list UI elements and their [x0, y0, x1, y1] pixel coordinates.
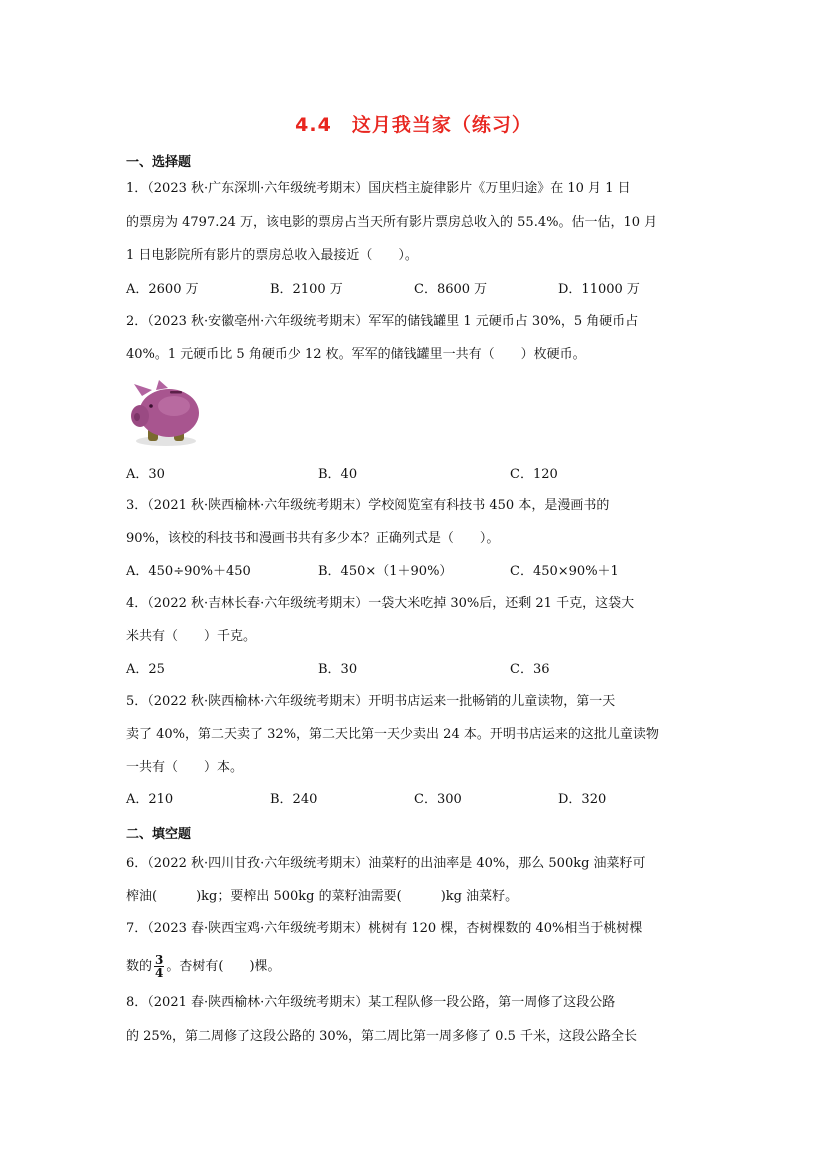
- fraction-denominator: 4: [155, 966, 164, 980]
- question-1-option-d: D．11000 万: [558, 282, 640, 297]
- question-4-option-b: B．30: [318, 662, 358, 677]
- question-5-option-a: A．210: [126, 792, 174, 807]
- question-5-option-c: C．300: [414, 792, 462, 807]
- question-3-option-c: C．450×90%＋1: [510, 564, 619, 579]
- question-2-option-c: C．120: [510, 467, 558, 482]
- question-6-line-2: 榨油( )kg；要榨出 500kg 的菜籽油需要( )kg 油菜籽。: [126, 889, 519, 904]
- question-3-line-1: 3．（2021 秋·陕西榆林·六年级统考期末）学校阅览室有科技书 450 本，是漫画书的: [126, 498, 610, 513]
- fraction: [154, 954, 164, 979]
- question-4-option-a: A．25: [126, 662, 165, 677]
- question-2-option-b: B．40: [318, 467, 358, 482]
- question-8-line-1: 8．（2021 春·陕西榆林·六年级统考期末）某工程队修一段公路，第一周修了这段公路: [126, 995, 616, 1010]
- question-1-option-c: C．8600 万: [414, 282, 488, 297]
- question-2-line-1: 2．（2023 秋·安徽亳州·六年级统考期末）军军的储钱罐里 1 元硬币占 30%，5 角硬币占: [126, 314, 639, 329]
- piggy-bank-image: [126, 378, 204, 448]
- question-6-line-1: 6．（2022 秋·四川甘孜·六年级统考期末）油菜籽的出油率是 40%，那么 500kg 油菜籽可: [126, 856, 646, 871]
- page-title: 4.4 这月我当家（练习）: [295, 114, 532, 136]
- question-7-text-after-fraction: 。杏树有( )棵。: [166, 959, 281, 974]
- question-2-line-2: 40%。1 元硬币比 5 角硬币少 12 枚。军军的储钱罐里一共有（ ）枚硬币。: [126, 347, 586, 362]
- question-5-line-3: 一共有（ ）本。: [126, 760, 244, 775]
- question-1-option-b: B．2100 万: [270, 282, 343, 297]
- question-3-line-2: 90%，该校的科技书和漫画书共有多少本？正确列式是（ ）。: [126, 531, 500, 546]
- question-1-line-3: 1 日电影院所有影片的票房总收入最接近（ ）。: [126, 248, 418, 263]
- question-2-option-a: A．30: [126, 467, 165, 482]
- section-heading-choice: 一、选择题: [126, 155, 192, 170]
- question-5-option-b: B．240: [270, 792, 318, 807]
- question-8-line-2: 的 25%，第二周修了这段公路的 30%，第二周比第一周多修了 0.5 千米，这段公路全长: [126, 1029, 637, 1044]
- question-5-option-d: D．320: [558, 792, 607, 807]
- section-heading-fill-blank: 二、填空题: [126, 827, 192, 842]
- question-4-line-1: 4．（2022 秋·吉林长春·六年级统考期末）一袋大米吃掉 30%后，还剩 21 千克，这袋大: [126, 596, 635, 611]
- question-1-line-2: 的票房为 4797.24 万，该电影的票房占当天所有影片票房总收入的 55.4%。估一估，10 月: [126, 215, 658, 230]
- question-4-option-c: C．36: [510, 662, 550, 677]
- question-5-line-2: 卖了 40%，第二天卖了 32%，第二天比第一天少卖出 24 本。开明书店运来的这批儿童读物: [126, 727, 659, 742]
- question-4-line-2: 米共有（ ）千克。: [126, 629, 257, 644]
- question-3-option-a: A．450÷90%＋450: [126, 564, 251, 579]
- question-1-option-a: A．2600 万: [126, 282, 199, 297]
- question-5-line-1: 5．（2022 秋·陕西榆林·六年级统考期末）开明书店运来一批畅销的儿童读物，第一天: [126, 694, 616, 709]
- question-1-line-1: 1．（2023 秋·广东深圳·六年级统考期末）国庆档主旋律影片《万里归途》在 10 月 1 日: [126, 181, 631, 196]
- question-7-text-before-fraction: 数的: [126, 959, 153, 974]
- fraction-numerator: 3: [155, 953, 164, 967]
- question-3-option-b: B．450×（1＋90%）: [318, 564, 453, 579]
- question-7-line-2: [126, 954, 281, 980]
- question-7-line-1: 7．（2023 春·陕西宝鸡·六年级统考期末）桃树有 120 棵，杏树棵数的 40%相当于桃树棵: [126, 921, 643, 936]
